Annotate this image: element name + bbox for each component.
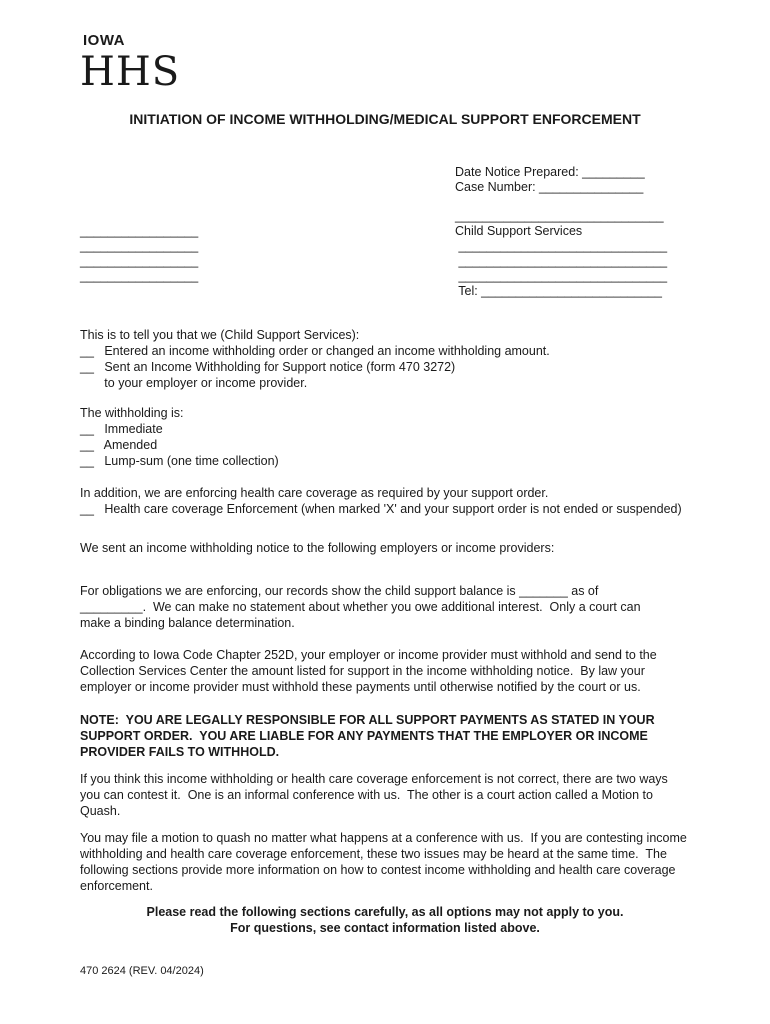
motion-text: You may file a motion to quash no matter what happens at a conference with us. If you are contesting income [80, 831, 687, 845]
withholding-option: __ Amended [80, 438, 158, 452]
closing-instruction: For questions, see contact information listed above. [230, 921, 540, 935]
contest-text: you can contest it. One is an informal conference with us. The other is a court action called a Motion to [80, 788, 653, 802]
recipient-address-line: _________________ [80, 239, 199, 253]
case-number-field: Case Number: _______________ [455, 180, 644, 194]
date-prepared-field: Date Notice Prepared: _________ [455, 165, 645, 179]
employers-text: We sent an income withholding notice to the following employers or income providers: [80, 541, 555, 555]
iowa-code-text: employer or income provider must withhold these payments until otherwise notified by the court or us. [80, 680, 641, 694]
agency-address-line: ______________________________ [455, 239, 668, 253]
legal-note: NOTE: YOU ARE LEGALLY RESPONSIBLE FOR ALL SUPPORT PAYMENTS AS STATED IN YOUR [80, 713, 655, 727]
agency-name: Child Support Services [455, 224, 583, 238]
health-option: __ Health care coverage Enforcement (when marked 'X' and your support order is not ended or suspended) [80, 502, 682, 516]
withholding-intro: The withholding is: [80, 406, 184, 420]
action-item: __ Entered an income withholding order or changed an income withholding amount. [80, 344, 550, 358]
signature-line: ______________________________ [455, 209, 664, 223]
closing-instruction: Please read the following sections carefully, as all options may not apply to you. [146, 905, 624, 919]
iowa-code-text: According to Iowa Code Chapter 252D, your employer or income provider must withhold and send to the [80, 648, 657, 662]
contest-text: If you think this income withholding or health care coverage enforcement is not correct, there are two ways [80, 772, 668, 786]
balance-text: make a binding balance determination. [80, 616, 295, 630]
agency-address-line: ______________________________ [455, 254, 668, 268]
action-item: __ Sent an Income Withholding for Support notice (form 470 3272) [80, 360, 456, 374]
withholding-option: __ Immediate [80, 422, 163, 436]
action-item-continued: to your employer or income provider. [80, 376, 308, 390]
agency-address-line: ______________________________ [455, 269, 668, 283]
iowa-code-text: Collection Services Center the amount listed for support in the income withholding notice. By law your [80, 664, 645, 678]
logo-state-text: IOWA [83, 32, 125, 49]
form-number: 470 2624 (REV. 04/2024) [80, 965, 204, 977]
contest-text: Quash. [80, 804, 121, 818]
recipient-address-line: _________________ [80, 254, 199, 268]
motion-text: following sections provide more information on how to contest income withholding and health care coverage [80, 863, 676, 877]
motion-text: withholding and health care coverage enforcement, these two issues may be heard at the same time. The [80, 847, 667, 861]
page-title: INITIATION OF INCOME WITHHOLDING/MEDICAL SUPPORT ENFORCEMENT [129, 111, 641, 127]
agency-tel-field: Tel: __________________________ [455, 284, 662, 298]
balance-text: _________. We can make no statement about whether you owe additional interest. Only a court can [80, 600, 641, 614]
actions-intro: This is to tell you that we (Child Support Services): [80, 328, 360, 342]
balance-text: For obligations we are enforcing, our records show the child support balance is _______ as of [80, 584, 599, 598]
withholding-option: __ Lump-sum (one time collection) [80, 454, 279, 468]
recipient-address-line: _________________ [80, 224, 199, 238]
health-intro: In addition, we are enforcing health care coverage as required by your support order. [80, 486, 549, 500]
logo-agency-text: HHS [80, 49, 181, 95]
motion-text: enforcement. [80, 879, 153, 893]
legal-note: SUPPORT ORDER. YOU ARE LIABLE FOR ANY PAYMENTS THAT THE EMPLOYER OR INCOME [80, 729, 648, 743]
legal-note: PROVIDER FAILS TO WITHHOLD. [80, 745, 280, 759]
recipient-address-line: _________________ [80, 269, 199, 283]
